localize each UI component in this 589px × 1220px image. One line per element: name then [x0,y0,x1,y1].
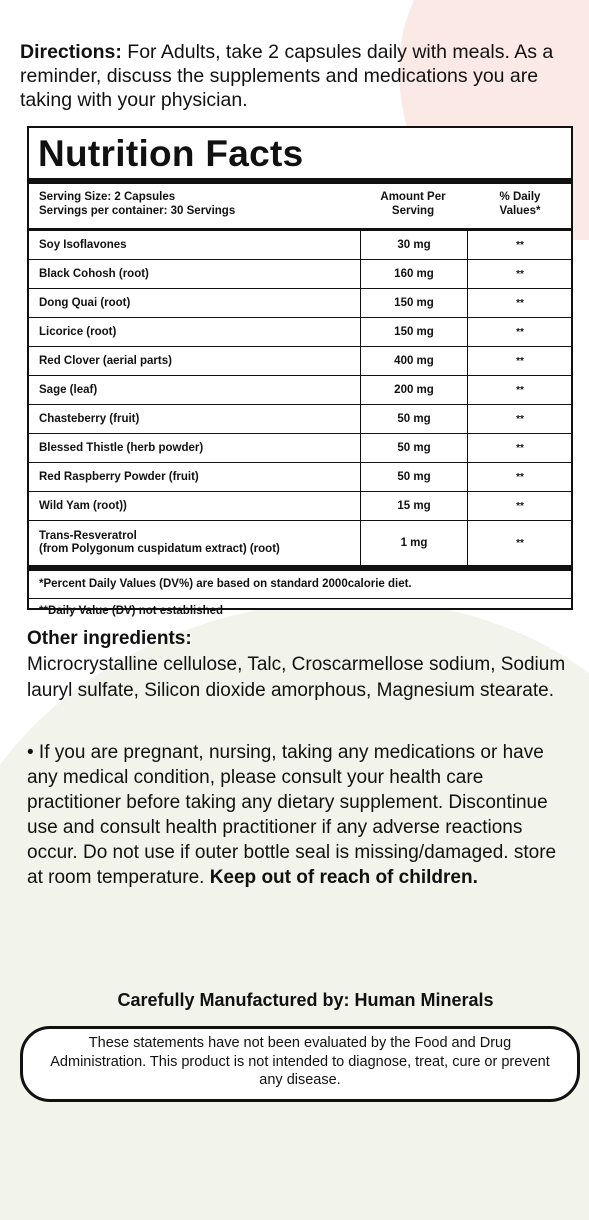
nutrient-row [29,492,571,521]
serving-size: Serving Size: 2 Capsules [39,191,176,203]
nutrient-amount: 50 mg [360,405,468,433]
nutrient-row [29,231,571,260]
directions-text: For Adults, take 2 capsules daily with meals. As a reminder, discuss the supplements and medications you are taking with your physician. [20,41,554,111]
nutrient-dv: ** [516,268,524,280]
fda-disclaimer-box [20,1026,580,1102]
nutrient-name-line1: Trans-Resveratrol [39,530,137,542]
fda-disclaimer-text: These statements have not been evaluated by the Food and Drug Administration. This product is not intended to diagnose, treat, cure or prevent any disease. [50,1035,550,1088]
other-ingredients-text: Microcrystalline cellulose, Talc, Croscarmellose sodium, Sodium lauryl sulfate, Silicon dioxide amorphous, Magnesium stearate. [27,654,566,701]
nutrient-name: Licorice (root) [39,326,117,338]
other-ingredients-title: Other ingredients: [27,628,192,649]
footnote-percent-dv: *Percent Daily Values (DV%) are based on standard 2000calorie diet. [29,571,571,599]
nutrient-row [29,463,571,492]
nutrition-facts-panel [27,126,573,617]
nutrient-amount: 200 mg [360,376,468,404]
footnote-dv-not-established: **Daily Value (DV) not established [39,605,224,617]
nutrient-dv: ** [516,413,524,425]
nutrient-amount: 150 mg [360,289,468,317]
nutrient-row [29,260,571,289]
nutrient-name: Red Clover (aerial parts) [39,355,172,367]
warning-text: • If you are pregnant, nursing, taking any medications or have any medical condition, please consult your health care practitioner before taking any dietary supplement. Discontinue use and consult health practitioner if any adverse reactions occur. Do not use if outer bottle seal is missing/damaged. store at room temperature. [27,742,557,888]
nutrient-amount: 400 mg [360,347,468,375]
warning-paragraph [27,740,567,890]
nutrient-amount: 50 mg [360,434,468,462]
nutrient-amount: 150 mg [360,318,468,346]
servings-per-container: Servings per container: 30 Servings [39,205,236,217]
nutrient-name: Blessed Thistle (herb powder) [39,442,204,454]
nutrient-dv: ** [516,239,524,251]
nutrient-name: Chasteberry (fruit) [39,413,140,425]
nutrient-dv: ** [516,442,524,454]
nutrient-row [29,318,571,347]
nutrition-facts-title: Nutrition Facts [38,133,304,174]
serving-info [39,190,235,218]
warning-strong-text: Keep out of reach of children. [209,867,478,888]
dv-header-line2: Values* [499,205,541,217]
nutrient-amount: 1 mg [360,521,468,565]
nutrient-row [29,376,571,405]
nutrient-row [29,405,571,434]
dv-header-line1: % Daily [499,191,541,203]
nutrient-dv: ** [516,471,524,483]
serving-header [29,184,571,225]
nutrient-name: Wild Yam (root)) [39,500,127,512]
nutrient-dv: ** [516,326,524,338]
nutrient-amount: 30 mg [360,231,468,259]
daily-value-column-header [467,190,573,218]
manufacturer-line: Carefully Manufactured by: Human Minerals [117,990,494,1010]
nutrient-dv: ** [516,537,524,549]
nutrient-amount: 15 mg [360,492,468,520]
nutrient-row [29,434,571,463]
directions-paragraph [20,40,565,112]
nutrient-dv: ** [516,297,524,309]
nutrient-name: Dong Quai (root) [39,297,131,309]
nutrient-dv: ** [516,355,524,367]
nutrient-name: Black Cohosh (root) [39,268,149,280]
nutrient-name [39,530,280,556]
nutrient-dv: ** [516,384,524,396]
nutrient-row [29,521,571,566]
amount-header-line1: Amount Per [380,191,446,203]
nutrient-row [29,347,571,376]
nutrient-amount: 50 mg [360,463,468,491]
nutrient-name: Red Raspberry Powder (fruit) [39,471,199,483]
amount-header-line2: Serving [391,205,435,217]
nutrient-name: Soy Isoflavones [39,239,127,251]
amount-column-header [359,190,467,218]
nutrient-dv: ** [516,500,524,512]
directions-label: Directions: [20,41,122,63]
nutrient-name: Sage (leaf) [39,384,98,396]
nutrient-name-line2: (from Polygonum cuspidatum extract) (root) [39,543,280,555]
nutrient-amount: 160 mg [360,260,468,288]
nutrient-row [29,289,571,318]
